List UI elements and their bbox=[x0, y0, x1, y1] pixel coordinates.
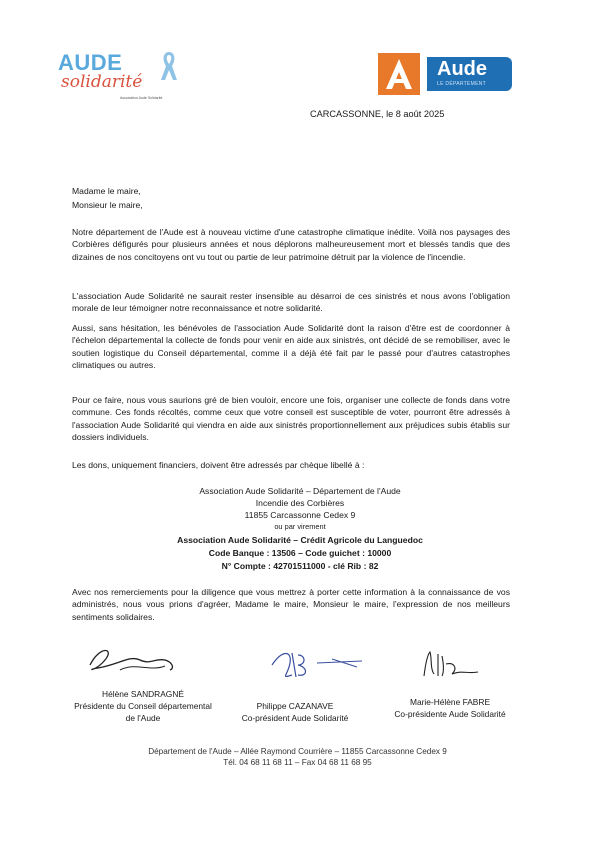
paragraph-3: Aussi, sans hésitation, les bénévoles de l'association Aude Solidarité dont la raison d'être est de coordonner à l'échelon départemental la collecte de fonds pour venir en aide aux sinistrés, ont décidé de se remobiliser, avec le soutien logistique du Conseil départemental, comme il a déjà été fait par le passé pour d'autres catastrophes climatiques ou autres. bbox=[72, 323, 510, 371]
aude-a-mark-icon bbox=[378, 53, 420, 95]
footer-phone: Tél. 04 68 11 68 11 – Fax 04 68 11 68 95 bbox=[223, 758, 372, 767]
signature-sandragne bbox=[80, 640, 190, 680]
ribbon-icon bbox=[158, 50, 180, 82]
paragraph-1: Notre département de l'Aude est à nouveau victime d'une catastrophe climatique inédite. Voilà nos paysages des Corbières défigurés pour plusieurs années et nous déplorons malheureusement mort et blessés tandis que des dizaines de nos concitoyens ont vu tout ou partie de leur patrimoine détruit par la violence de l'incendie. bbox=[72, 227, 510, 262]
signature-cazanave bbox=[262, 645, 372, 685]
departement-aude-logo bbox=[378, 53, 515, 95]
closing-paragraph: Avec nos remerciements pour la diligence que vous mettrez à porter cette information à la connaissance de vos administrés, nous vous prions d'agréer, Madame le maire, Monsieur le maire, l'expression de nos meilleurs sentiments solidaires. bbox=[72, 587, 510, 622]
signatory-2-name: Philippe CAZANAVE bbox=[256, 701, 334, 711]
logo-right-subtitle: LE DÉPARTEMENT bbox=[437, 81, 487, 87]
logo-left-line1: AUDE bbox=[58, 50, 123, 75]
bank-line2: Code Banque : 13506 – Code guichet : 10000 bbox=[208, 548, 392, 558]
salutation-2: Monsieur le maire, bbox=[72, 200, 143, 210]
address-line1: Association Aude Solidarité – Département de l'Aude bbox=[199, 486, 401, 496]
signatory-3-role1: Co-présidente Aude Solidarité bbox=[394, 709, 506, 719]
signatory-1-name: Hélène SANDRAGNÉ bbox=[102, 689, 184, 699]
signatory-1-role1: Présidente du Conseil départemental bbox=[74, 701, 212, 711]
departement-box bbox=[427, 57, 512, 91]
logo-left-line2: solidarité bbox=[61, 72, 143, 92]
signatory-3-name: Marie-Hélène FABRE bbox=[409, 697, 491, 707]
salutation-1: Madame le maire, bbox=[72, 186, 141, 196]
address-line2: Incendie des Corbières bbox=[255, 498, 345, 508]
aude-solidarite-logo bbox=[58, 52, 183, 102]
date-line: CARCASSONNE, le 8 août 2025 bbox=[310, 109, 445, 119]
address-line3: 11855 Carcassonne Cedex 9 bbox=[244, 510, 356, 520]
signatory-1-role2: de l'Aude bbox=[125, 713, 161, 723]
paragraph-2: L'association Aude Solidarité ne saurait rester insensible au désarroi de ces sinistrés et nous avons l'obligation morale de leur témoigner notre reconnaissance et notre solidarité. bbox=[72, 291, 510, 314]
signatory-2-role1: Co-président Aude Solidarité bbox=[241, 713, 349, 723]
signature-fabre bbox=[418, 648, 488, 680]
bank-line3: N° Compte : 42701511000 - clé Rib : 82 bbox=[221, 561, 379, 571]
logo-left-tagline: Association Aude Solidarité bbox=[120, 96, 163, 100]
paragraph-5: Les dons, uniquement financiers, doivent être adressés par chèque libellé à : bbox=[72, 460, 365, 470]
bank-line1: Association Aude Solidarité – Crédit Agricole du Languedoc bbox=[177, 535, 423, 545]
address-line4: ou par virement bbox=[274, 522, 326, 531]
footer-address: Département de l'Aude – Allée Raymond Courrière – 11855 Carcassonne Cedex 9 bbox=[148, 747, 447, 756]
paragraph-4: Pour ce faire, nous vous saurions gré de bien vouloir, encore une fois, organiser une collecte de fonds dans votre commune. Ces fonds récoltés, comme ceux que votre conseil est susceptible de voter, pourront être adressés à l'association Aude Solidarité qui viendra en aide aux sinistrés proportionnellement aux préjudices subis établis sur dossiers individuels. bbox=[72, 395, 510, 443]
logo-right-name: Aude bbox=[437, 58, 487, 80]
